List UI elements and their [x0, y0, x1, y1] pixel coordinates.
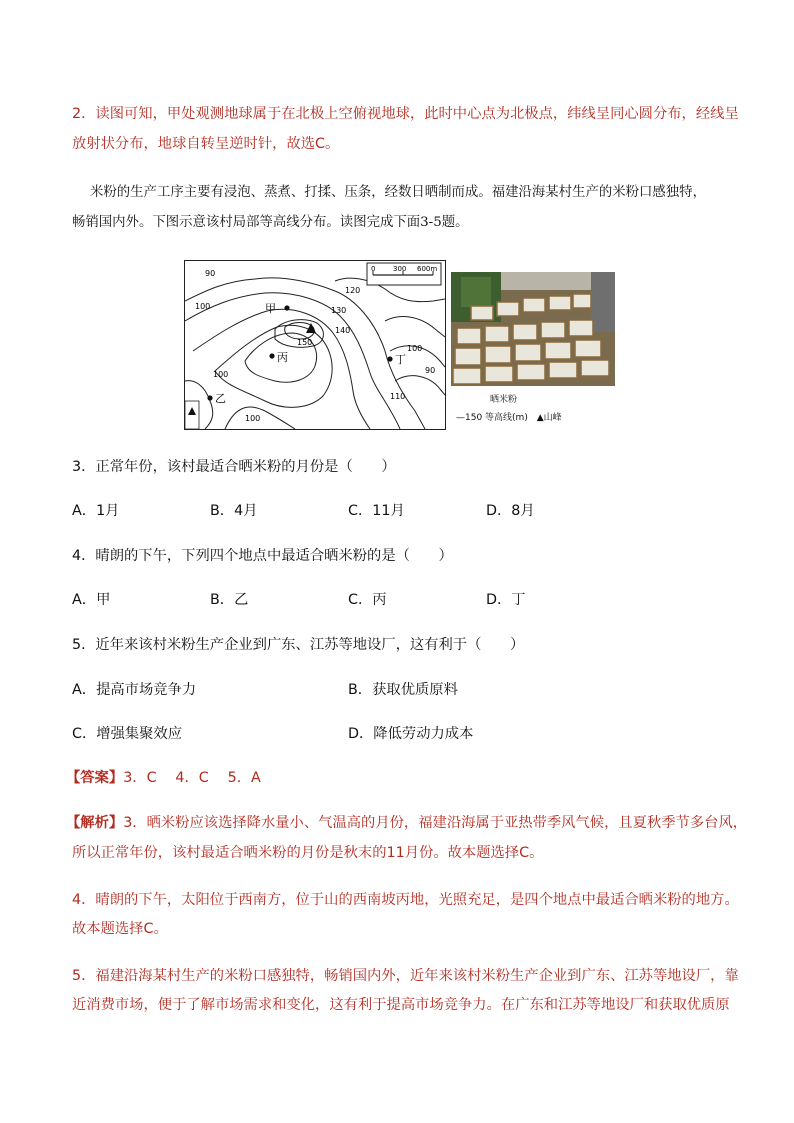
analysis-p3-line2: 近消费市场，便于了解市场需求和变化，这有利于提高市场竞争力。在广东和江苏等地设厂和获取优质原 — [72, 997, 730, 1013]
q4-option-c: C．丙 — [348, 592, 387, 608]
contour-label: 100 — [195, 302, 211, 311]
label-yi: 乙 — [215, 392, 226, 405]
q5-option-a: A．提高市场竞争力 — [72, 682, 197, 698]
analysis-tag: 【解析】 — [66, 815, 124, 831]
label-ding: 丁 — [395, 353, 406, 366]
q4-option-a: A．甲 — [72, 592, 111, 608]
contour-label: 140 — [335, 326, 351, 335]
q5-option-c: C．增强集聚效应 — [72, 726, 183, 742]
q4-option-d: D．丁 — [486, 592, 526, 608]
answer-text: 3．C 4．C 5．A — [123, 770, 261, 786]
legend — [456, 410, 562, 423]
q2-explanation-line2: 放射状分布，地球自转呈逆时针，故选C。 — [72, 136, 340, 152]
contour-map-drawing — [185, 261, 445, 429]
peak-icon — [306, 323, 316, 333]
contour-label: 100 — [407, 344, 423, 353]
question-4-stem: 4．晴朗的下午，下列四个地点中最适合晒米粉的是（ ） — [72, 548, 453, 564]
label-jia: 甲 — [265, 302, 276, 315]
contour-label: 90 — [425, 366, 436, 375]
q3-option-c: C．11月 — [348, 503, 405, 519]
answer-line — [66, 767, 261, 787]
analysis-p2-line1: 4．晴朗的下午，太阳位于西南方，位于山的西南坡丙地，光照充足，是四个地点中最适合晒米粉的地方。 — [72, 892, 739, 908]
legend-contour-line-icon: — — [456, 413, 465, 423]
analysis-p1-line2: 所以正常年份，该村最适合晒米粉的月份是秋末的11月份。故本题选择C。 — [72, 845, 544, 861]
point-jia — [284, 305, 289, 310]
contour-map — [184, 260, 446, 430]
point-bing — [269, 353, 274, 358]
q3-option-b: B．4月 — [210, 503, 258, 519]
photo-caption: 晒米粉 — [490, 395, 518, 405]
contour-label: 120 — [345, 286, 361, 295]
legend-contour: 150 等高线(m) — [465, 413, 528, 423]
q3-option-d: D．8月 — [486, 503, 535, 519]
question-3-stem: 3．正常年份，该村最适合晒米粉的月份是（ ） — [72, 459, 396, 475]
point-ding — [387, 356, 392, 361]
analysis-p1-line1 — [66, 812, 747, 832]
question-5-stem: 5．近年来该村米粉生产企业到广东、江苏等地设厂，这有利于（ ） — [72, 637, 525, 653]
analysis-p3-line1: 5．福建沿海某村生产的米粉口感独特，畅销国内外，近年来该村米粉生产企业到广东、江苏等地设厂，靠 — [72, 968, 739, 984]
point-yi — [207, 395, 212, 400]
answer-tag: 【答案】 — [66, 770, 124, 786]
contour-label: 90 — [205, 269, 216, 278]
drying-rice-noodles-photo — [451, 272, 615, 386]
contour-label: 100 — [245, 414, 261, 423]
q4-option-b: B．乙 — [210, 592, 249, 608]
q3-option-a: A．1月 — [72, 503, 120, 519]
legend-peak-icon: ▲ — [536, 413, 544, 423]
contour-label: 150 — [297, 338, 313, 347]
scale-label-300: 300 — [393, 265, 407, 273]
label-bing: 丙 — [277, 351, 288, 364]
contour-label: 130 — [331, 306, 347, 315]
q5-option-d: D．降低劳动力成本 — [348, 726, 474, 742]
contour-label: 100 — [213, 370, 229, 379]
analysis-p1-text: 3．晒米粉应该选择降水量小、气温高的月份，福建沿海属于亚热带季风气候，且夏秋季节多台风， — [123, 815, 748, 831]
intro-line1: 米粉的生产工序主要有浸泡、蒸煮、打揉、压条，经数日晒制而成。福建沿海某村生产的米粉口感独特， — [90, 185, 706, 200]
analysis-p2-line2: 故本题选择C。 — [72, 921, 168, 937]
contour-label: 110 — [390, 392, 406, 401]
scale-label-0: 0 — [371, 265, 376, 273]
intro-line2: 畅销国内外。下图示意该村局部等高线分布。读图完成下面3-5题。 — [72, 215, 469, 230]
q5-option-b: B．获取优质原料 — [348, 682, 458, 698]
legend-peak: 山峰 — [543, 413, 562, 423]
scale-label-600: 600m — [417, 265, 438, 273]
q2-explanation-line1: 2．读图可知，甲处观测地球属于在北极上空俯视地球，此时中心点为北极点，纬线呈同心圆分布，经线呈 — [72, 106, 739, 122]
